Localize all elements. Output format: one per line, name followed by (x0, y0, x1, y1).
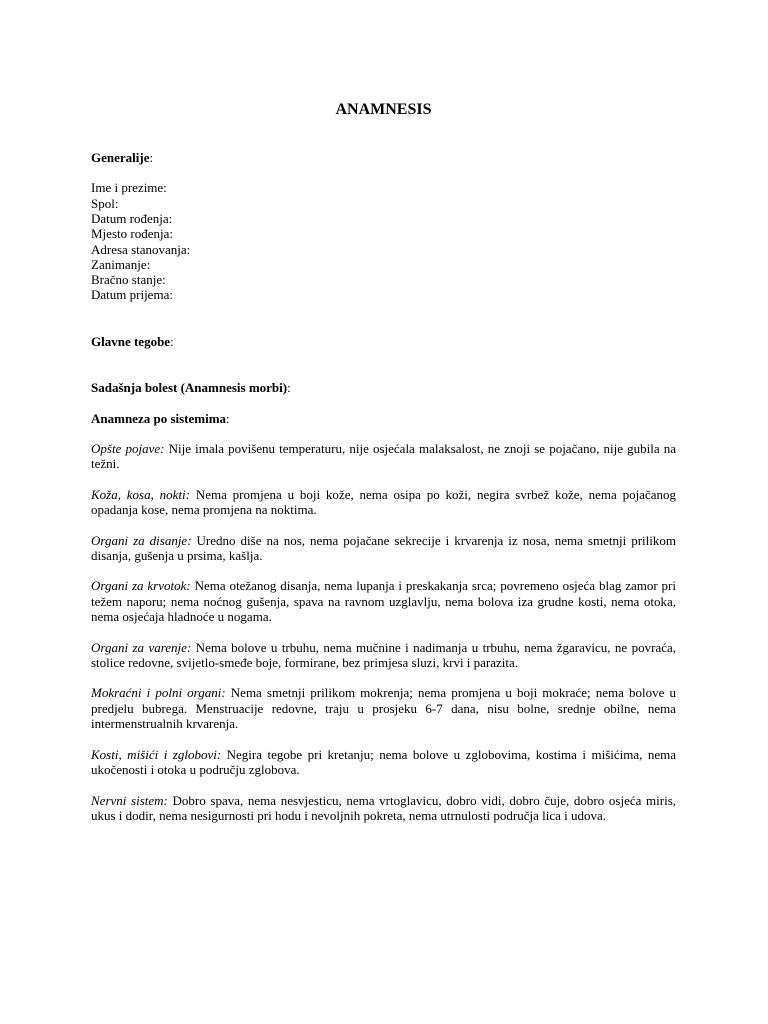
system-organi-za-disanje (91, 533, 676, 564)
system-text: Nema otežanog disanja, nema lupanja i preskakanja srca; povremeno osjeća blag zamor pri težem naporu; nema noćnog gušenja, spava na ravnom uzglavlju, nema bolova iza grudne kosti, nema otoka, nema osjećaja hladnoće u nogama. (91, 578, 676, 625)
system-text: Negira tegobe pri kretanju; nema bolove u zglobovima, kostima i mišićima, nema ukočenosti i otoka u području zglobova. (91, 746, 676, 778)
field-datum-rodjenja: Datum rođenja: (91, 211, 173, 226)
system-organi-za-varenje (91, 640, 676, 671)
document-page (91, 100, 676, 838)
field-mjesto-rodjenja: Mjesto rođenja: (91, 226, 173, 242)
field-bracno-stanje: Bračno stanje: (91, 272, 166, 288)
sadasnja-bolest-heading (91, 380, 676, 395)
glavne-tegobe-heading (91, 334, 676, 349)
system-koza-kosa-nokti (91, 487, 676, 518)
anamneza-po-sistemima-heading-colon: : (226, 410, 230, 426)
generalije-heading-text: Generalije (91, 150, 150, 165)
field-zanimanje: Zanimanje: (91, 256, 151, 272)
system-nervni-sistem (91, 793, 676, 824)
system-text: Uredno diše na nos, nema pojačane sekrecije i krvarenja iz nosa, nema smetnji prilikom disanja, gušenja u prsima, kašlja. (91, 532, 676, 564)
sadasnja-bolest-heading-text: Sadašnja bolest (Anamnesis morbi) (91, 380, 288, 396)
system-text: Dobro spava, nema nesvjesticu, nema vrtoglavicu, dobro vidi, dobro čuje, dobro osjeća miris, ukus i dodir, nema nesigurnosti pri hodu i nevoljnih pokreta, nema utrnulosti područja lica i udova. (91, 792, 677, 823)
generalije-heading-colon: : (149, 150, 154, 165)
sadasnja-bolest-heading-colon: : (287, 380, 291, 396)
system-mokracni-polni-organi (91, 685, 676, 731)
system-text: Nije imala povišenu temperaturu, nije osjećala malaksalost, ne znoji se pojačano, nije gubila na težni. (91, 441, 677, 472)
system-text: Nema bolove u trbuhu, nema mučnine i nadimanja u trbuhu, nema žgaravicu, ne povraća, stolice redovne, svijetlo-smeđe boje, formirane, bez primjesa sluzi, krvi i parazita. (91, 639, 676, 671)
glavne-tegobe-heading-colon: : (170, 333, 174, 349)
system-text: Nema smetnji prilikom mokrenja; nema promjena u boji mokraće; nema bolove u predjelu bubrega. Menstruacije redovne, traju u prosjeku 6-7 dana, nisu bolne, srednje obilne, nema intermenstrualnih krvarenja. (91, 685, 676, 732)
field-adresa-stanovanja: Adresa stanovanja: (91, 241, 191, 257)
system-kosti-misici-zglobovi (91, 747, 676, 778)
generalije-fields (91, 180, 676, 302)
field-ime-prezime: Ime i prezime: (91, 180, 167, 196)
system-opste-pojave (91, 441, 676, 472)
system-label: Organi za varenje: (91, 639, 192, 655)
anamneza-po-sistemima-heading-text: Anamneza po sistemima (91, 410, 227, 426)
generalije-heading (91, 150, 676, 165)
systems-list (91, 441, 676, 823)
system-organi-za-krvotok (91, 578, 676, 624)
field-datum-prijema: Datum prijema: (91, 287, 173, 303)
system-label: Organi za krvotok: (91, 578, 191, 594)
system-label: Koža, kosa, nokti: (91, 486, 191, 502)
anamneza-po-sistemima-heading (91, 411, 676, 426)
system-label: Organi za disanje: (91, 532, 192, 548)
system-label: Mokraćni i polni organi: (91, 685, 226, 701)
document-title: ANAMNESIS (335, 101, 432, 118)
system-label: Kosti, mišići i zglobovi: (91, 746, 222, 762)
system-label: Opšte pojave: (91, 441, 165, 456)
system-text: Nema promjena u boji kože, nema osipa po koži, negira svrbež kože, nema pojačanog opadanja kose, nema promjena na noktima. (91, 486, 676, 518)
field-spol: Spol: (91, 195, 119, 211)
glavne-tegobe-heading-text: Glavne tegobe (91, 333, 171, 349)
system-label: Nervni sistem: (91, 792, 168, 808)
